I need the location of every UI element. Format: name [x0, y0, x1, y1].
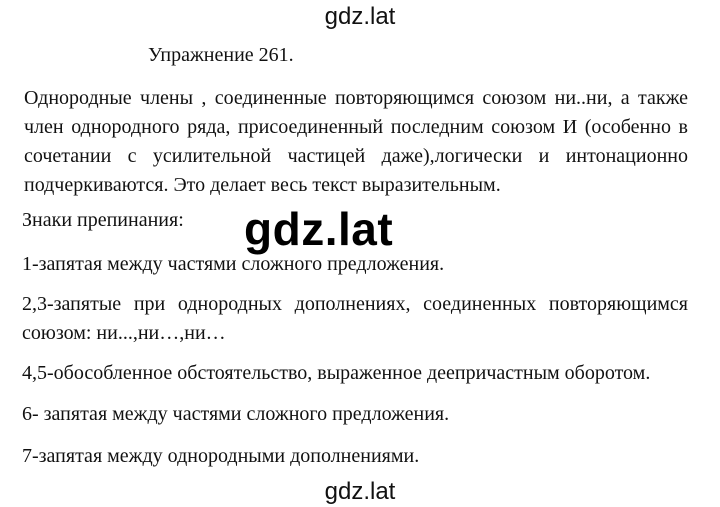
paragraph-line: Однородные члены , соединенные повторяющимся союзом ни..ни, а также	[24, 87, 688, 109]
paragraph-line: член однородного ряда, присоединенный последним союзом И (особенно в	[24, 116, 688, 138]
list-item: 1-запятая между частями сложного предложения.	[22, 253, 445, 275]
list-item	[22, 290, 688, 348]
watermark-bottom: gdz.lat	[324, 478, 396, 505]
watermark-center: gdz.lat	[244, 203, 394, 255]
list-item: 4,5-обособленное обстоятельство, выраженное деепричастным оборотом.	[22, 362, 651, 384]
answer-paragraph	[24, 84, 688, 200]
list-item-line: 2,3-запятые при однородных дополнениях, соединенных повторяющимся	[22, 293, 688, 315]
paragraph-line: сочетании с усилительной частицей даже),логически и интонационно	[24, 145, 688, 167]
list-item: 6- запятая между частями сложного предложения.	[22, 403, 450, 425]
punctuation-heading: Знаки препинания:	[22, 209, 184, 231]
paragraph-line: подчеркиваются. Это делает весь текст выразительным.	[24, 174, 501, 196]
list-item: 7-запятая между однородными дополнениями.	[22, 445, 420, 467]
list-item-line: союзом: ни...,ни…,ни…	[22, 322, 226, 344]
watermark-top: gdz.lat	[324, 3, 396, 30]
exercise-title: Упражнение 261.	[148, 44, 294, 66]
